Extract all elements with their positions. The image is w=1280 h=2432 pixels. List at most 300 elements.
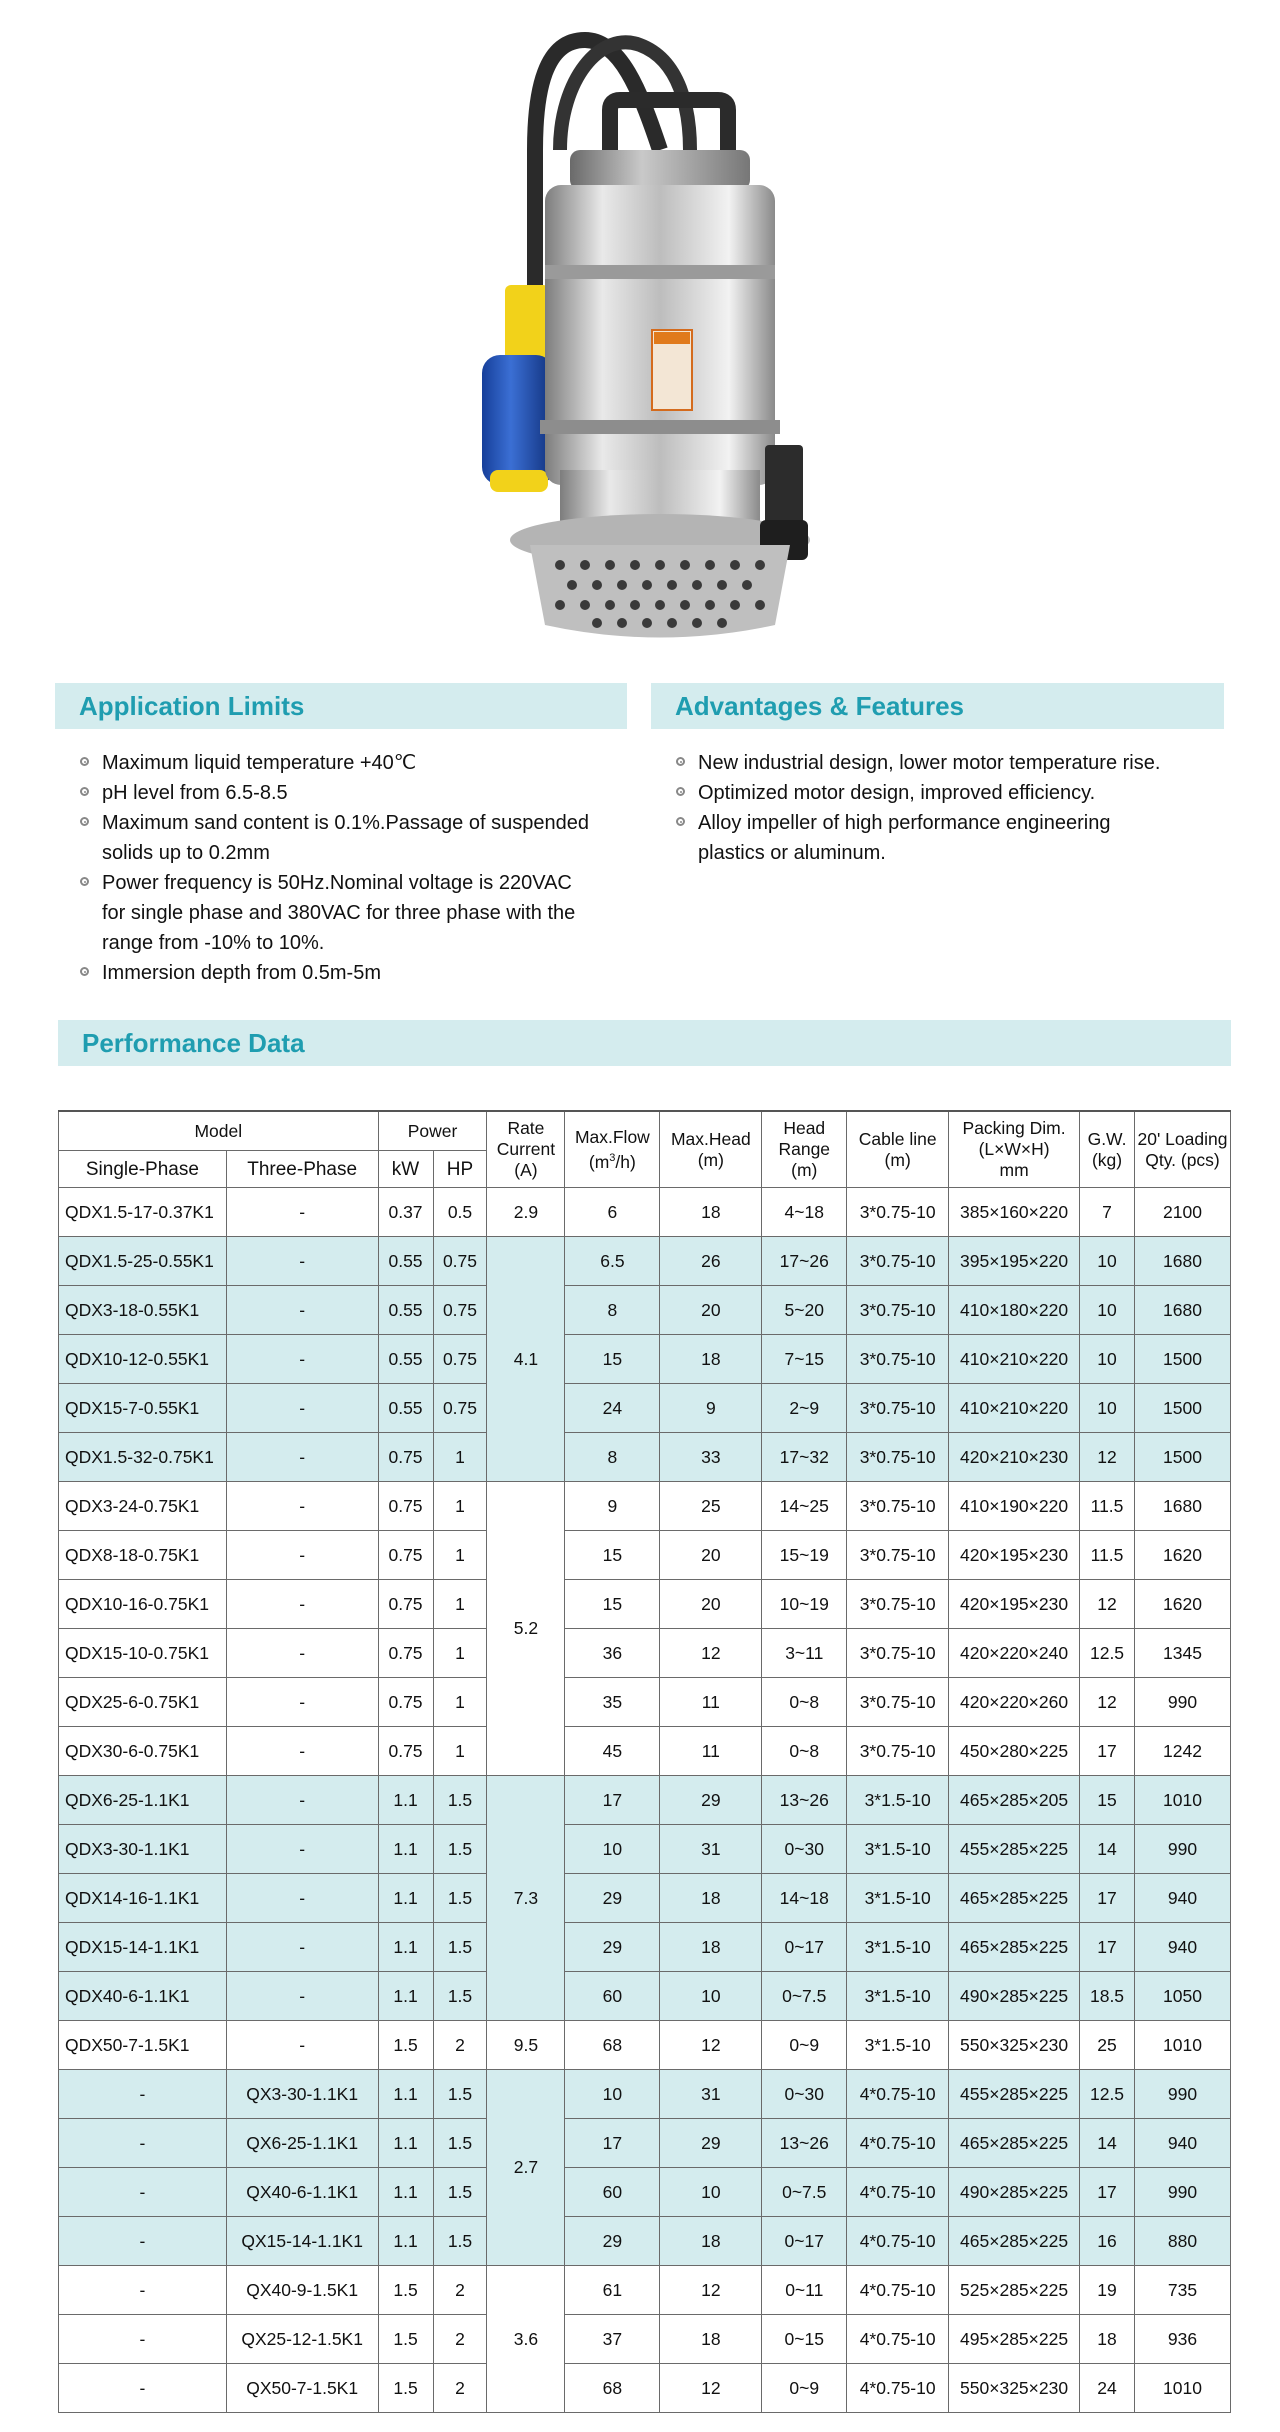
cell-gross-weight: 24 xyxy=(1080,2364,1135,2413)
cell-cable-line: 3*1.5-10 xyxy=(847,1923,949,1972)
cell-gross-weight: 17 xyxy=(1080,1727,1135,1776)
cell-cable-line: 3*1.5-10 xyxy=(847,1776,949,1825)
cell-packing-dim: 420×220×260 xyxy=(949,1678,1080,1727)
cell-kw: 1.1 xyxy=(378,2168,433,2217)
cell-three-phase: - xyxy=(226,1972,378,2021)
cell-cable-line: 3*0.75-10 xyxy=(847,1286,949,1335)
cell-rate-current: 2.9 xyxy=(487,1188,565,1237)
table-row xyxy=(59,1335,1231,1384)
cell-single-phase: - xyxy=(59,2217,227,2266)
list-item xyxy=(676,808,1236,868)
bullet-icon xyxy=(676,817,685,826)
cell-single-phase: QDX3-24-0.75K1 xyxy=(59,1482,227,1531)
cell-three-phase: QX40-9-1.5K1 xyxy=(226,2266,378,2315)
header-model: Model xyxy=(59,1111,379,1151)
cell-kw: 1.5 xyxy=(378,2364,433,2413)
table-row xyxy=(59,1972,1231,2021)
table-row xyxy=(59,1482,1231,1531)
cell-single-phase: - xyxy=(59,2266,227,2315)
table-row xyxy=(59,1776,1231,1825)
cell-packing-dim: 410×210×220 xyxy=(949,1384,1080,1433)
header-power: Power xyxy=(378,1111,487,1151)
cell-packing-dim: 450×280×225 xyxy=(949,1727,1080,1776)
cell-head-range: 0~15 xyxy=(762,2315,847,2364)
cell-kw: 0.75 xyxy=(378,1727,433,1776)
cell-max-flow: 6 xyxy=(565,1188,660,1237)
cell-head-range: 0~11 xyxy=(762,2266,847,2315)
cell-head-range: 2~9 xyxy=(762,1384,847,1433)
cell-hp: 1.5 xyxy=(433,1923,487,1972)
cell-three-phase: - xyxy=(226,1531,378,1580)
cell-max-flow: 37 xyxy=(565,2315,660,2364)
application-limits-title: Application Limits xyxy=(79,691,305,721)
cell-hp: 1 xyxy=(433,1531,487,1580)
cell-max-head: 18 xyxy=(660,1874,762,1923)
cell-max-head: 18 xyxy=(660,1923,762,1972)
cell-packing-dim: 420×195×230 xyxy=(949,1531,1080,1580)
header-single-phase: Single-Phase xyxy=(59,1151,227,1188)
cell-hp: 2 xyxy=(433,2315,487,2364)
header-loading-qty: 20' Loading Qty. (pcs) xyxy=(1135,1111,1231,1188)
list-item-text: Immersion depth from 0.5m-5m xyxy=(102,962,381,984)
cell-loading-qty: 2100 xyxy=(1135,1188,1231,1237)
cell-hp: 1 xyxy=(433,1678,487,1727)
cell-cable-line: 3*0.75-10 xyxy=(847,1678,949,1727)
cell-loading-qty: 990 xyxy=(1135,1825,1231,1874)
cell-single-phase: QDX25-6-0.75K1 xyxy=(59,1678,227,1727)
cell-kw: 1.1 xyxy=(378,1825,433,1874)
header-kw: kW xyxy=(378,1151,433,1188)
cell-loading-qty: 990 xyxy=(1135,1678,1231,1727)
cell-loading-qty: 1010 xyxy=(1135,2021,1231,2070)
cell-kw: 0.75 xyxy=(378,1678,433,1727)
cell-kw: 1.5 xyxy=(378,2021,433,2070)
cell-single-phase: QDX3-18-0.55K1 xyxy=(59,1286,227,1335)
cell-head-range: 5~20 xyxy=(762,1286,847,1335)
cell-max-flow: 15 xyxy=(565,1580,660,1629)
cell-gross-weight: 10 xyxy=(1080,1384,1135,1433)
cell-max-flow: 68 xyxy=(565,2021,660,2070)
list-item xyxy=(80,778,640,808)
cell-max-head: 20 xyxy=(660,1286,762,1335)
advantages-header xyxy=(651,683,1224,729)
list-item-text: Optimized motor design, improved efficiency. xyxy=(698,782,1096,804)
cell-loading-qty: 990 xyxy=(1135,2168,1231,2217)
cell-single-phase: QDX10-16-0.75K1 xyxy=(59,1580,227,1629)
cell-three-phase: - xyxy=(226,1874,378,1923)
cell-packing-dim: 550×325×230 xyxy=(949,2364,1080,2413)
table-row xyxy=(59,1286,1231,1335)
cell-head-range: 13~26 xyxy=(762,2119,847,2168)
cell-max-head: 12 xyxy=(660,2266,762,2315)
cell-max-flow: 60 xyxy=(565,1972,660,2021)
cell-packing-dim: 525×285×225 xyxy=(949,2266,1080,2315)
cell-rate-current: 2.7 xyxy=(487,2070,565,2266)
table-row xyxy=(59,2315,1231,2364)
cell-max-flow: 60 xyxy=(565,2168,660,2217)
cell-three-phase: - xyxy=(226,1433,378,1482)
cell-max-head: 18 xyxy=(660,1335,762,1384)
cell-single-phase: QDX15-7-0.55K1 xyxy=(59,1384,227,1433)
cell-head-range: 7~15 xyxy=(762,1335,847,1384)
cell-max-head: 12 xyxy=(660,1629,762,1678)
cell-head-range: 0~30 xyxy=(762,2070,847,2119)
cell-max-flow: 45 xyxy=(565,1727,660,1776)
cell-hp: 1.5 xyxy=(433,2070,487,2119)
bullet-icon xyxy=(80,967,89,976)
table-row xyxy=(59,2266,1231,2315)
cell-gross-weight: 18 xyxy=(1080,2315,1135,2364)
cell-single-phase: QDX1.5-25-0.55K1 xyxy=(59,1237,227,1286)
cell-cable-line: 3*0.75-10 xyxy=(847,1237,949,1286)
cell-max-flow: 35 xyxy=(565,1678,660,1727)
cell-three-phase: - xyxy=(226,1580,378,1629)
cell-loading-qty: 1050 xyxy=(1135,1972,1231,2021)
cell-max-flow: 68 xyxy=(565,2364,660,2413)
cell-cable-line: 3*0.75-10 xyxy=(847,1580,949,1629)
table-row xyxy=(59,1678,1231,1727)
cell-gross-weight: 10 xyxy=(1080,1335,1135,1384)
cell-max-flow: 10 xyxy=(565,1825,660,1874)
cell-hp: 1.5 xyxy=(433,1825,487,1874)
table-row xyxy=(59,1629,1231,1678)
cell-head-range: 13~26 xyxy=(762,1776,847,1825)
cell-single-phase: - xyxy=(59,2364,227,2413)
cell-hp: 2 xyxy=(433,2266,487,2315)
table-row xyxy=(59,2070,1231,2119)
cell-loading-qty: 1620 xyxy=(1135,1531,1231,1580)
cell-three-phase: - xyxy=(226,1188,378,1237)
cell-max-flow: 9 xyxy=(565,1482,660,1531)
list-item xyxy=(80,958,640,988)
cell-cable-line: 4*0.75-10 xyxy=(847,2119,949,2168)
cell-hp: 1 xyxy=(433,1727,487,1776)
cell-three-phase: - xyxy=(226,1482,378,1531)
cell-loading-qty: 1345 xyxy=(1135,1629,1231,1678)
cell-head-range: 0~9 xyxy=(762,2364,847,2413)
list-item xyxy=(676,748,1236,778)
list-item xyxy=(80,868,640,958)
table-row xyxy=(59,2119,1231,2168)
cell-single-phase: QDX50-7-1.5K1 xyxy=(59,2021,227,2070)
header-packing-dim: Packing Dim. (L×W×H) mm xyxy=(949,1111,1080,1188)
cell-max-head: 20 xyxy=(660,1580,762,1629)
bullet-icon xyxy=(676,787,685,796)
table-row xyxy=(59,1433,1231,1482)
cell-kw: 1.1 xyxy=(378,1874,433,1923)
cell-rate-current: 4.1 xyxy=(487,1237,565,1482)
cell-max-head: 26 xyxy=(660,1237,762,1286)
cell-gross-weight: 12 xyxy=(1080,1678,1135,1727)
cell-hp: 0.75 xyxy=(433,1237,487,1286)
cell-rate-current: 9.5 xyxy=(487,2021,565,2070)
table-row xyxy=(59,2217,1231,2266)
cell-hp: 0.5 xyxy=(433,1188,487,1237)
cell-single-phase: QDX6-25-1.1K1 xyxy=(59,1776,227,1825)
cell-max-flow: 17 xyxy=(565,2119,660,2168)
cell-kw: 1.5 xyxy=(378,2315,433,2364)
cell-max-flow: 10 xyxy=(565,2070,660,2119)
cell-max-flow: 29 xyxy=(565,2217,660,2266)
cell-max-flow: 29 xyxy=(565,1874,660,1923)
cell-packing-dim: 465×285×225 xyxy=(949,2119,1080,2168)
cell-max-flow: 8 xyxy=(565,1433,660,1482)
bullet-icon xyxy=(676,757,685,766)
cell-cable-line: 4*0.75-10 xyxy=(847,2364,949,2413)
cell-single-phase: QDX40-6-1.1K1 xyxy=(59,1972,227,2021)
cell-single-phase: - xyxy=(59,2119,227,2168)
cell-hp: 1.5 xyxy=(433,1874,487,1923)
list-item-text: Power frequency is 50Hz.Nominal voltage is 220VAC for single phase and 380VAC for three phase with the range from -10% to 10%. xyxy=(102,872,576,954)
cell-head-range: 0~7.5 xyxy=(762,2168,847,2217)
cell-three-phase: - xyxy=(226,1237,378,1286)
cell-max-head: 9 xyxy=(660,1384,762,1433)
cell-loading-qty: 1500 xyxy=(1135,1433,1231,1482)
cell-packing-dim: 410×190×220 xyxy=(949,1482,1080,1531)
cell-kw: 1.1 xyxy=(378,2070,433,2119)
cell-rate-current: 3.6 xyxy=(487,2266,565,2413)
cell-gross-weight: 17 xyxy=(1080,2168,1135,2217)
cell-max-head: 12 xyxy=(660,2364,762,2413)
cell-max-head: 29 xyxy=(660,1776,762,1825)
cell-max-flow: 15 xyxy=(565,1335,660,1384)
cell-cable-line: 3*1.5-10 xyxy=(847,2021,949,2070)
submersible-pump-illustration xyxy=(0,0,1280,680)
application-limits-list xyxy=(80,748,640,988)
bullet-icon xyxy=(80,757,89,766)
cell-gross-weight: 14 xyxy=(1080,2119,1135,2168)
cell-loading-qty: 1242 xyxy=(1135,1727,1231,1776)
cell-gross-weight: 15 xyxy=(1080,1776,1135,1825)
cell-three-phase: QX40-6-1.1K1 xyxy=(226,2168,378,2217)
cell-gross-weight: 11.5 xyxy=(1080,1531,1135,1580)
header-max-flow: Max.Flow $(m^3/h)$ xyxy=(565,1111,660,1188)
cell-max-flow: 36 xyxy=(565,1629,660,1678)
cell-loading-qty: 936 xyxy=(1135,2315,1231,2364)
cell-single-phase: - xyxy=(59,2315,227,2364)
cell-packing-dim: 420×195×230 xyxy=(949,1580,1080,1629)
table-row xyxy=(59,1188,1231,1237)
cell-head-range: 17~32 xyxy=(762,1433,847,1482)
table-row xyxy=(59,1874,1231,1923)
cell-gross-weight: 10 xyxy=(1080,1286,1135,1335)
cell-gross-weight: 7 xyxy=(1080,1188,1135,1237)
cell-cable-line: 3*1.5-10 xyxy=(847,1972,949,2021)
table-row xyxy=(59,1384,1231,1433)
list-item-text: New industrial design, lower motor temperature rise. xyxy=(698,752,1161,774)
cell-gross-weight: 19 xyxy=(1080,2266,1135,2315)
cell-single-phase: QDX14-16-1.1K1 xyxy=(59,1874,227,1923)
header-hp: HP xyxy=(433,1151,487,1188)
cell-packing-dim: 420×210×230 xyxy=(949,1433,1080,1482)
cell-head-range: 0~8 xyxy=(762,1678,847,1727)
cell-three-phase: - xyxy=(226,1923,378,1972)
table-row xyxy=(59,1825,1231,1874)
cell-max-head: 10 xyxy=(660,2168,762,2217)
table-row xyxy=(59,1727,1231,1776)
cell-three-phase: - xyxy=(226,1776,378,1825)
cell-max-head: 10 xyxy=(660,1972,762,2021)
cell-cable-line: 3*0.75-10 xyxy=(847,1384,949,1433)
cell-hp: 1.5 xyxy=(433,2217,487,2266)
cell-three-phase: - xyxy=(226,1286,378,1335)
cell-cable-line: 3*0.75-10 xyxy=(847,1188,949,1237)
list-item-text: Maximum sand content is 0.1%.Passage of suspended solids up to 0.2mm xyxy=(102,812,589,864)
cell-max-head: 18 xyxy=(660,1188,762,1237)
cell-single-phase: QDX15-14-1.1K1 xyxy=(59,1923,227,1972)
cell-max-flow: 15 xyxy=(565,1531,660,1580)
cell-hp: 0.75 xyxy=(433,1384,487,1433)
cell-three-phase: QX6-25-1.1K1 xyxy=(226,2119,378,2168)
table-row xyxy=(59,1580,1231,1629)
cell-packing-dim: 495×285×225 xyxy=(949,2315,1080,2364)
cell-cable-line: 3*1.5-10 xyxy=(847,1874,949,1923)
header-rate-current: Rate Current (A) xyxy=(487,1111,565,1188)
cell-packing-dim: 455×285×225 xyxy=(949,1825,1080,1874)
cell-packing-dim: 465×285×225 xyxy=(949,1923,1080,1972)
table-row xyxy=(59,2364,1231,2413)
cell-loading-qty: 940 xyxy=(1135,1923,1231,1972)
cell-single-phase: QDX15-10-0.75K1 xyxy=(59,1629,227,1678)
table-row xyxy=(59,2168,1231,2217)
cell-packing-dim: 385×160×220 xyxy=(949,1188,1080,1237)
cell-cable-line: 4*0.75-10 xyxy=(847,2217,949,2266)
cell-max-flow: 29 xyxy=(565,1923,660,1972)
cell-kw: 0.37 xyxy=(378,1188,433,1237)
cell-hp: 1 xyxy=(433,1629,487,1678)
cell-cable-line: 4*0.75-10 xyxy=(847,2168,949,2217)
cell-three-phase: QX50-7-1.5K1 xyxy=(226,2364,378,2413)
cell-max-flow: 17 xyxy=(565,1776,660,1825)
cell-three-phase: - xyxy=(226,1384,378,1433)
cell-head-range: 0~8 xyxy=(762,1727,847,1776)
list-item xyxy=(80,808,640,868)
cell-loading-qty: 1500 xyxy=(1135,1335,1231,1384)
cell-gross-weight: 12 xyxy=(1080,1433,1135,1482)
cell-three-phase: - xyxy=(226,1629,378,1678)
cell-three-phase: - xyxy=(226,1825,378,1874)
cell-loading-qty: 990 xyxy=(1135,2070,1231,2119)
header-max-head: Max.Head (m) xyxy=(660,1111,762,1188)
cell-hp: 1 xyxy=(433,1433,487,1482)
cell-max-head: 31 xyxy=(660,1825,762,1874)
cell-max-flow: 61 xyxy=(565,2266,660,2315)
cell-gross-weight: 17 xyxy=(1080,1923,1135,1972)
cell-kw: 0.55 xyxy=(378,1335,433,1384)
cell-head-range: 0~17 xyxy=(762,2217,847,2266)
list-item-text: Maximum liquid temperature +40℃ xyxy=(102,752,417,774)
cell-kw: 1.5 xyxy=(378,2266,433,2315)
cell-head-range: 0~17 xyxy=(762,1923,847,1972)
cell-hp: 1.5 xyxy=(433,1776,487,1825)
cell-rate-current: 5.2 xyxy=(487,1482,565,1776)
cell-packing-dim: 465×285×225 xyxy=(949,2217,1080,2266)
cell-gross-weight: 11.5 xyxy=(1080,1482,1135,1531)
cell-max-head: 11 xyxy=(660,1678,762,1727)
cell-packing-dim: 465×285×205 xyxy=(949,1776,1080,1825)
cell-loading-qty: 1680 xyxy=(1135,1482,1231,1531)
cell-max-flow: 24 xyxy=(565,1384,660,1433)
cell-head-range: 3~11 xyxy=(762,1629,847,1678)
cell-hp: 0.75 xyxy=(433,1335,487,1384)
cell-max-head: 25 xyxy=(660,1482,762,1531)
table-row xyxy=(59,1237,1231,1286)
cell-head-range: 14~18 xyxy=(762,1874,847,1923)
cell-kw: 0.75 xyxy=(378,1433,433,1482)
cell-gross-weight: 18.5 xyxy=(1080,1972,1135,2021)
header-three-phase: Three-Phase xyxy=(226,1151,378,1188)
advantages-list xyxy=(676,748,1236,868)
cell-single-phase: QDX1.5-17-0.37K1 xyxy=(59,1188,227,1237)
cell-packing-dim: 490×285×225 xyxy=(949,1972,1080,2021)
cell-cable-line: 3*0.75-10 xyxy=(847,1727,949,1776)
table-row xyxy=(59,1531,1231,1580)
cell-kw: 0.75 xyxy=(378,1629,433,1678)
list-item xyxy=(676,778,1236,808)
cell-head-range: 10~19 xyxy=(762,1580,847,1629)
cell-head-range: 4~18 xyxy=(762,1188,847,1237)
cell-hp: 2 xyxy=(433,2364,487,2413)
cell-loading-qty: 940 xyxy=(1135,2119,1231,2168)
cell-head-range: 14~25 xyxy=(762,1482,847,1531)
cell-gross-weight: 12.5 xyxy=(1080,1629,1135,1678)
cell-hp: 1.5 xyxy=(433,2168,487,2217)
list-item-text: Alloy impeller of high performance engineering plastics or aluminum. xyxy=(698,812,1111,864)
cell-packing-dim: 490×285×225 xyxy=(949,2168,1080,2217)
cell-packing-dim: 550×325×230 xyxy=(949,2021,1080,2070)
cell-loading-qty: 1680 xyxy=(1135,1286,1231,1335)
cell-kw: 0.55 xyxy=(378,1286,433,1335)
cell-gross-weight: 17 xyxy=(1080,1874,1135,1923)
bullet-icon xyxy=(80,877,89,886)
cell-three-phase: - xyxy=(226,1727,378,1776)
cell-head-range: 0~7.5 xyxy=(762,1972,847,2021)
cell-three-phase: QX15-14-1.1K1 xyxy=(226,2217,378,2266)
cell-single-phase: - xyxy=(59,2070,227,2119)
cell-max-flow: 6.5 xyxy=(565,1237,660,1286)
cell-single-phase: - xyxy=(59,2168,227,2217)
cell-single-phase: QDX1.5-32-0.75K1 xyxy=(59,1433,227,1482)
performance-data-title: Performance Data xyxy=(82,1028,305,1058)
cell-cable-line: 3*0.75-10 xyxy=(847,1482,949,1531)
cell-hp: 1.5 xyxy=(433,2119,487,2168)
cell-max-head: 31 xyxy=(660,2070,762,2119)
cell-max-head: 29 xyxy=(660,2119,762,2168)
cell-cable-line: 3*0.75-10 xyxy=(847,1433,949,1482)
cell-kw: 1.1 xyxy=(378,2119,433,2168)
cell-loading-qty: 940 xyxy=(1135,1874,1231,1923)
cell-three-phase: QX25-12-1.5K1 xyxy=(226,2315,378,2364)
header-head-range: Head Range (m) xyxy=(762,1111,847,1188)
cell-gross-weight: 12 xyxy=(1080,1580,1135,1629)
cell-kw: 0.55 xyxy=(378,1384,433,1433)
cell-hp: 1.5 xyxy=(433,1972,487,2021)
cell-rate-current: 7.3 xyxy=(487,1776,565,2021)
cell-kw: 0.75 xyxy=(378,1531,433,1580)
cell-cable-line: 4*0.75-10 xyxy=(847,2266,949,2315)
cell-max-head: 12 xyxy=(660,2021,762,2070)
cell-packing-dim: 420×220×240 xyxy=(949,1629,1080,1678)
cell-hp: 0.75 xyxy=(433,1286,487,1335)
cell-cable-line: 3*0.75-10 xyxy=(847,1629,949,1678)
cell-packing-dim: 395×195×220 xyxy=(949,1237,1080,1286)
cell-packing-dim: 465×285×225 xyxy=(949,1874,1080,1923)
cell-head-range: 0~30 xyxy=(762,1825,847,1874)
cell-loading-qty: 1680 xyxy=(1135,1237,1231,1286)
cell-single-phase: QDX3-30-1.1K1 xyxy=(59,1825,227,1874)
cell-kw: 0.75 xyxy=(378,1580,433,1629)
cell-gross-weight: 25 xyxy=(1080,2021,1135,2070)
